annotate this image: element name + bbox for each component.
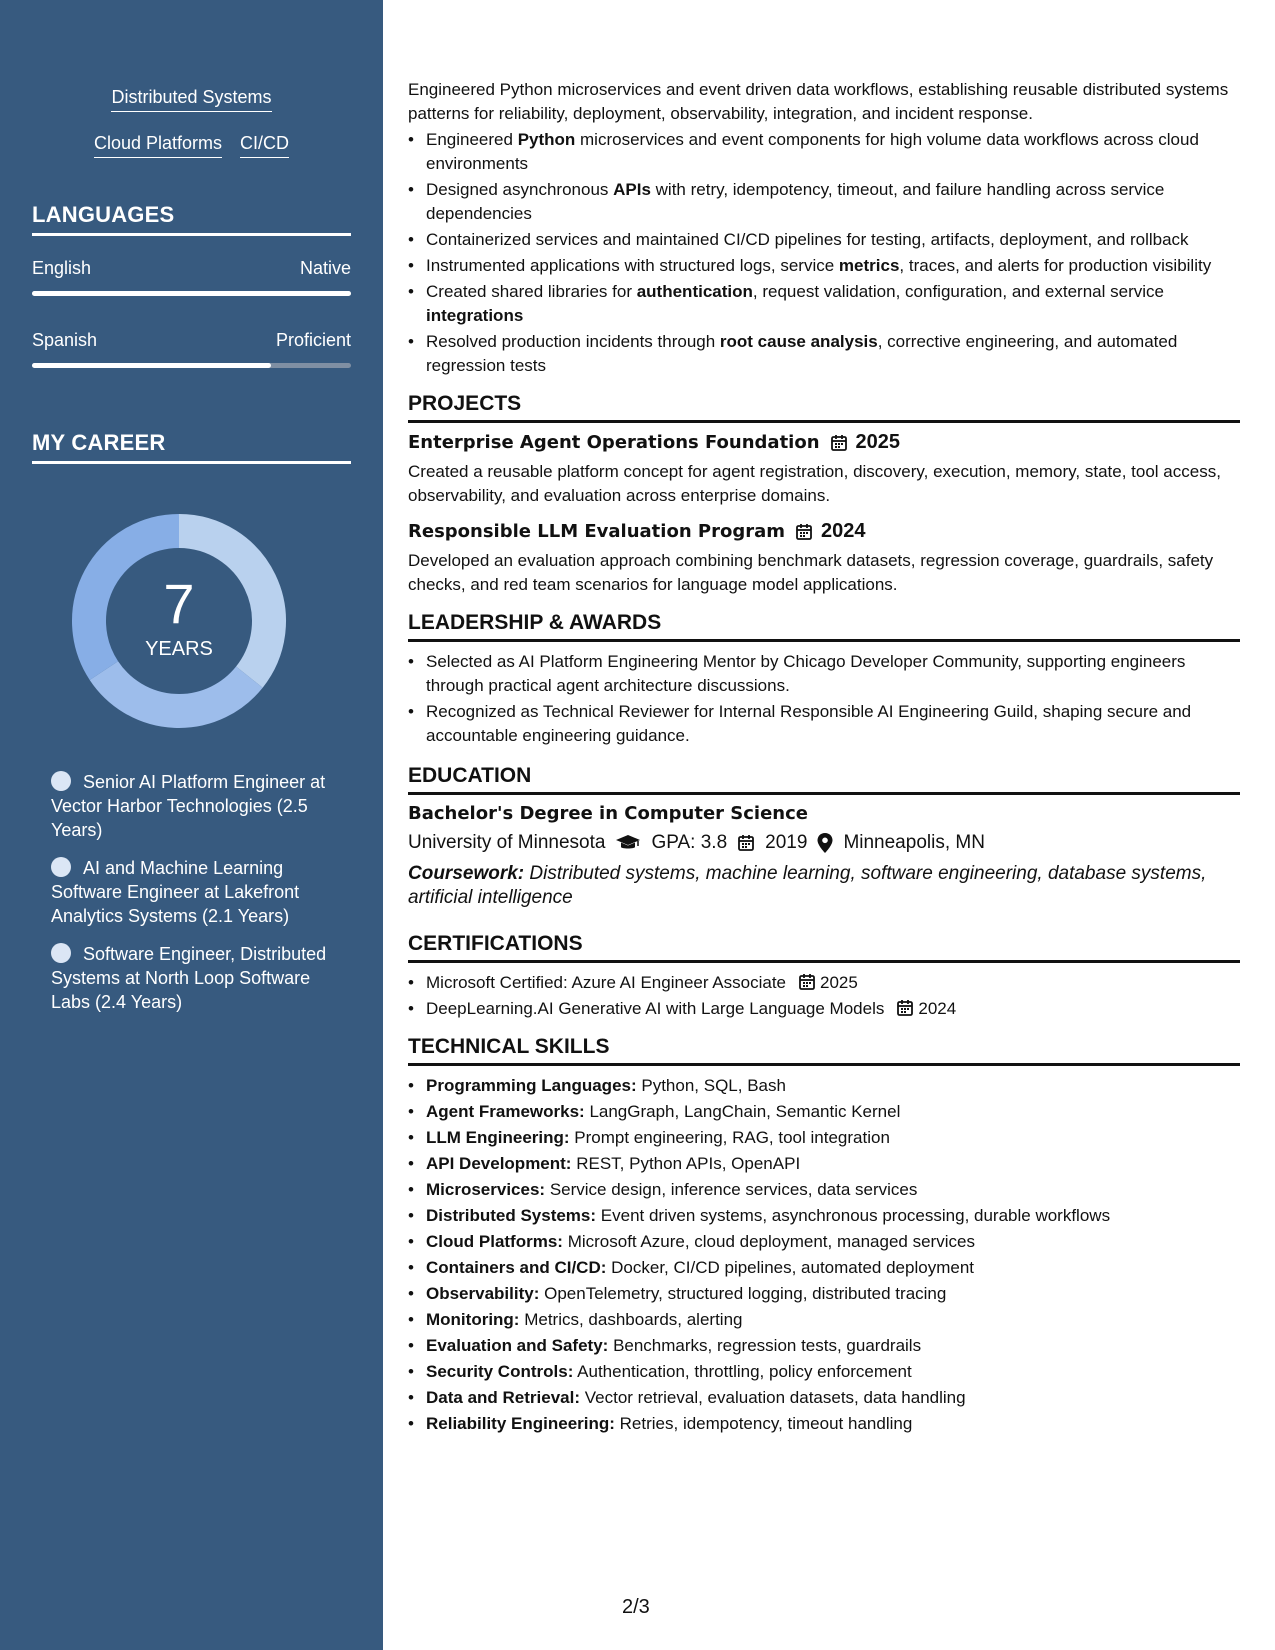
career-list (32, 770, 351, 1014)
education-year: 2019 (765, 832, 808, 853)
calendar-icon (795, 523, 813, 541)
career-dot-icon (51, 943, 71, 963)
certification-item (408, 997, 1240, 1021)
career-item (51, 856, 351, 928)
calendar-icon-wrap (798, 973, 816, 992)
project-name: Responsible LLM Evaluation Program (408, 521, 786, 542)
skill-value: Docker, CI/CD pipelines, automated deployment (611, 1258, 974, 1277)
language-proficiency-bar (32, 363, 351, 368)
career-item-text: Software Engineer, Distributed Systems at North Loop Software Labs (2.4 Years) (51, 944, 327, 1012)
skill-item (408, 1412, 1240, 1436)
experience-bullet (408, 330, 1240, 378)
skills-list (408, 1074, 1240, 1436)
skill-value: Retries, idempotency, timeout handling (619, 1414, 913, 1433)
project-item (408, 520, 1240, 597)
coursework-text: Distributed systems, machine learning, software engineering, database systems, artificial intelligence (408, 863, 1207, 908)
skill-label: Programming Languages: (426, 1076, 637, 1095)
bullet-keyword: Python (517, 130, 576, 149)
language-item (32, 330, 351, 368)
bullet-text: , corrective engineering, and automated regression tests (426, 332, 1178, 375)
bullet-text: Created shared libraries for (426, 282, 637, 301)
skill-label: Evaluation and Safety: (426, 1336, 609, 1355)
skill-chip: CI/CD (240, 132, 289, 158)
bullet-keyword: APIs (613, 180, 651, 199)
project-description: Developed an evaluation approach combining benchmark datasets, regression coverage, guardrails, safety checks, and red team scenarios for language model applications. (408, 551, 1214, 594)
language-proficiency-bar (32, 291, 351, 296)
calendar-icon-wrap (830, 434, 848, 452)
skill-label: Observability: (426, 1284, 540, 1303)
calendar-icon-wrap (795, 523, 813, 541)
skill-value: Prompt engineering, RAG, tool integration (574, 1128, 890, 1147)
skill-value: Event driven systems, asynchronous processing, durable workflows (600, 1206, 1111, 1225)
skill-label: Containers and CI/CD: (426, 1258, 607, 1277)
skill-value: Benchmarks, regression tests, guardrails (613, 1336, 922, 1355)
skill-label: Security Controls: (426, 1362, 574, 1381)
skill-label: Monitoring: (426, 1310, 520, 1329)
calendar-icon-wrap (896, 999, 914, 1018)
experience-bullet (408, 228, 1240, 252)
skill-value: Metrics, dashboards, alerting (524, 1310, 743, 1329)
experience-summary: Engineered Python microservices and event driven data workflows, establishing reusable distributed systems patterns for reliability, deployment, observability, integration, and incident response. (408, 80, 1229, 123)
project-title-row (408, 431, 1240, 454)
calendar-icon (830, 434, 848, 452)
main-content (408, 78, 1240, 1438)
career-dot-icon (51, 771, 71, 791)
donut-center (66, 508, 292, 734)
education-heading: EDUCATION (408, 764, 1240, 795)
bullet-keyword: root cause analysis (719, 332, 878, 351)
career-total-years: 7 (163, 571, 195, 635)
skill-value: Vector retrieval, evaluation datasets, data handling (584, 1388, 966, 1407)
education-school: University of Minnesota (408, 832, 606, 853)
project-year: 2024 (821, 520, 866, 542)
skill-chip: Distributed Systems (111, 86, 271, 112)
career-total-unit: YEARS (145, 637, 213, 660)
skill-value: REST, Python APIs, OpenAPI (576, 1154, 801, 1173)
skill-item (408, 1308, 1240, 1332)
language-proficiency-fill (32, 363, 271, 368)
certification-year: 2024 (918, 999, 957, 1018)
project-title-row (408, 520, 1240, 543)
experience-bullet (408, 178, 1240, 226)
skill-item (408, 1334, 1240, 1358)
skill-item (408, 1360, 1240, 1384)
certification-item (408, 971, 1240, 995)
bullet-text: Resolved production incidents through (426, 332, 720, 351)
skill-item (408, 1152, 1240, 1176)
career-item-text: AI and Machine Learning Software Engineer at Lakefront Analytics Systems (2.1 Years) (51, 858, 300, 926)
bullet-keyword: integrations (426, 306, 524, 325)
education-degree: Bachelor's Degree in Computer Science (408, 803, 808, 824)
skill-label: Reliability Engineering: (426, 1414, 615, 1433)
bullet-keyword: authentication (636, 282, 753, 301)
skill-label: API Development: (426, 1154, 572, 1173)
bullet-text: Designed asynchronous (426, 180, 614, 199)
certification-year: 2025 (820, 973, 858, 992)
language-proficiency-fill (32, 291, 351, 296)
location-pin-icon (817, 833, 833, 853)
skill-value: Microsoft Azure, cloud deployment, managed services (567, 1232, 975, 1251)
skill-item (408, 1074, 1240, 1098)
career-section (32, 430, 351, 1028)
language-row (32, 258, 351, 279)
skill-chip: Cloud Platforms (94, 132, 222, 158)
page-number: 2/3 (622, 1596, 650, 1618)
bullet-text: , traces, and alerts for production visibility (899, 256, 1212, 275)
skill-item (408, 1126, 1240, 1150)
career-item (51, 770, 351, 842)
experience-bullet (408, 128, 1240, 176)
certification-name: Microsoft Certified: Azure AI Engineer Associate (426, 973, 787, 992)
skill-value: Python, SQL, Bash (641, 1076, 786, 1095)
skill-label: Microservices: (426, 1180, 546, 1199)
education-entry (408, 803, 1240, 910)
skill-item (408, 1178, 1240, 1202)
calendar-icon (798, 973, 816, 991)
bullet-text: , request validation, configuration, and external service (752, 282, 1164, 301)
bullet-text: Instrumented applications with structured logs, service (426, 256, 839, 275)
skill-label: LLM Engineering: (426, 1128, 570, 1147)
career-item-text: Senior AI Platform Engineer at Vector Harbor Technologies (2.5 Years) (51, 772, 326, 840)
languages-heading: LANGUAGES (32, 202, 351, 236)
leadership-list (408, 650, 1240, 748)
experience-bullet (408, 254, 1240, 278)
skill-chips (0, 0, 383, 158)
sidebar (0, 0, 383, 1650)
coursework-label: Coursework: (408, 863, 525, 884)
project-description: Created a reusable platform concept for agent registration, discovery, execution, memory, state, tool access, observability, and evaluation across enterprise domains. (408, 462, 1221, 505)
bullet-text: microservices and event components for high volume data workflows across cloud environments (426, 130, 1199, 173)
projects-heading: PROJECTS (408, 392, 1240, 423)
skills-heading: TECHNICAL SKILLS (408, 1035, 1240, 1066)
projects-list (408, 431, 1240, 597)
skill-item (408, 1282, 1240, 1306)
career-item (51, 942, 351, 1014)
skill-chip-row (0, 132, 383, 158)
language-level: Proficient (275, 330, 351, 350)
skill-label: Cloud Platforms: (426, 1232, 563, 1251)
education-details (408, 832, 1240, 854)
skill-value: Authentication, throttling, policy enforcement (577, 1362, 912, 1381)
languages-list (32, 258, 351, 368)
skill-value: LangGraph, LangChain, Semantic Kernel (589, 1102, 901, 1121)
experience-bullets (408, 128, 1240, 378)
skill-item (408, 1100, 1240, 1124)
language-row (32, 330, 351, 351)
calendar-icon (896, 999, 914, 1017)
career-donut-chart (66, 508, 292, 734)
certifications-list (408, 971, 1240, 1021)
bullet-text: Engineered (426, 130, 518, 149)
skill-value: OpenTelemetry, structured logging, distributed tracing (544, 1284, 947, 1303)
certifications-heading: CERTIFICATIONS (408, 932, 1240, 963)
certification-name: DeepLearning.AI Generative AI with Large Language Models (426, 999, 885, 1018)
bullet-text: with retry, idempotency, timeout, and failure handling across service dependencies (426, 180, 1165, 223)
skill-chip-row (0, 86, 383, 112)
skill-label: Agent Frameworks: (426, 1102, 585, 1121)
education-coursework (408, 862, 1240, 910)
project-name: Enterprise Agent Operations Foundation (408, 432, 820, 453)
language-name: English (32, 258, 92, 278)
education-location: Minneapolis, MN (843, 832, 985, 853)
languages-section (32, 202, 351, 368)
project-year: 2025 (855, 431, 901, 453)
leadership-item: • Recognized as Technical Reviewer for Internal Responsible AI Engineering Guild, shaping secure and accountable engineering guidance. (408, 700, 1240, 748)
career-dot-icon (51, 857, 71, 877)
skill-label: Distributed Systems: (426, 1206, 597, 1225)
skill-item (408, 1386, 1240, 1410)
language-name: Spanish (32, 330, 98, 350)
project-item (408, 431, 1240, 508)
language-item (32, 258, 351, 296)
experience-bullet (408, 280, 1240, 328)
leadership-item: • Selected as AI Platform Engineering Mentor by Chicago Developer Community, supporting engineers through practical agent architecture discussions. (408, 650, 1240, 698)
leadership-heading: LEADERSHIP & AWARDS (408, 611, 1240, 642)
career-heading: MY CAREER (32, 430, 351, 464)
calendar-icon (737, 834, 755, 852)
education-gpa: GPA: 3.8 (651, 832, 728, 853)
skill-item (408, 1204, 1240, 1228)
skill-label: Data and Retrieval: (426, 1388, 580, 1407)
skill-value: Service design, inference services, data services (549, 1180, 918, 1199)
skill-item (408, 1230, 1240, 1254)
language-level: Native (299, 258, 351, 278)
bullet-keyword: metrics (838, 256, 900, 275)
skill-item (408, 1256, 1240, 1280)
graduation-cap-icon (615, 834, 641, 852)
bullet-text: Containerized services and maintained CI/CD pipelines for testing, artifacts, deployment, and rollback (426, 230, 1189, 249)
